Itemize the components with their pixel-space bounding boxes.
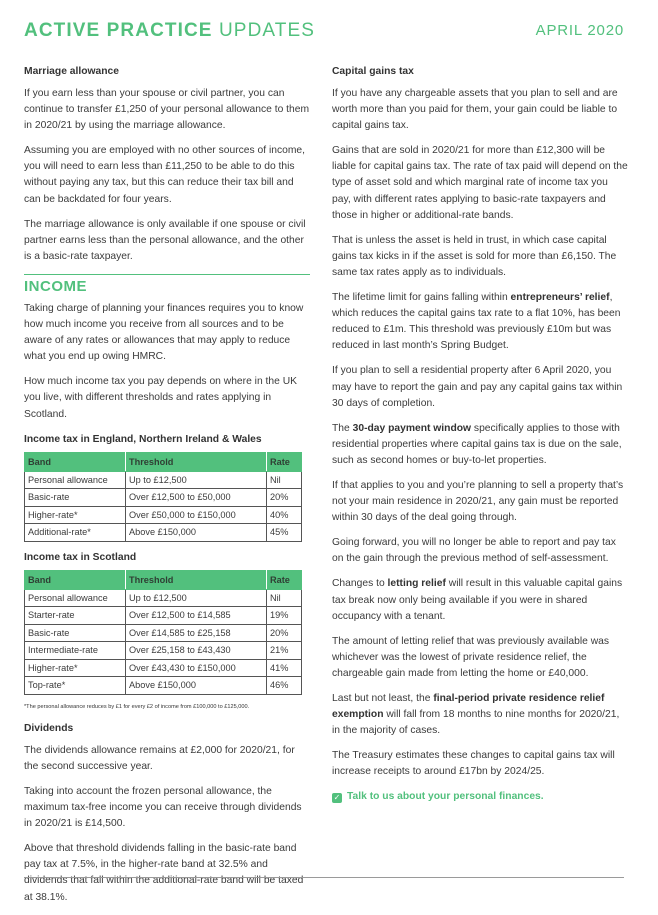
rate-cell: 21% — [267, 642, 302, 660]
cgt-paragraph — [332, 290, 628, 354]
table-row — [25, 607, 302, 625]
cta-label: Talk to us about your personal finances. — [347, 791, 544, 803]
column-header: Band — [25, 452, 126, 471]
marriage-paragraph: The marriage allowance is only available if one spouse or civil partner earns less than the personal allowance, and the other is a basic-rate taxpayer. — [24, 218, 306, 262]
rate-cell: 19% — [267, 607, 302, 625]
table1-heading: Income tax in England, Northern Ireland & Wales — [24, 433, 262, 445]
rate-cell: Nil — [267, 471, 302, 489]
table-header-row — [25, 570, 302, 589]
dividends-heading: Dividends — [24, 722, 74, 734]
band-cell: Additional-rate* — [25, 524, 126, 542]
rate-cell: 20% — [267, 624, 302, 642]
table2-heading: Income tax in Scotland — [24, 551, 137, 563]
column-header: Threshold — [126, 570, 267, 589]
band-cell: Higher-rate* — [25, 659, 126, 677]
left-column — [24, 64, 310, 915]
table-footnote: *The personal allowance reduces by £1 for every £2 of income from £100,000 to £125,000. — [24, 703, 250, 710]
letting-relief-term: letting relief — [387, 578, 446, 590]
column-header: Band — [25, 570, 126, 589]
table-header-row — [25, 452, 302, 471]
rate-cell: 41% — [267, 659, 302, 677]
table-row — [25, 624, 302, 642]
entrepreneurs-relief-term: entrepreneurs’ relief — [510, 292, 610, 304]
table-row — [25, 489, 302, 507]
band-cell: Basic-rate — [25, 624, 126, 642]
table-row — [25, 677, 302, 695]
marriage-heading: Marriage allowance — [24, 66, 119, 77]
text-run: specifically applies to those with residential properties where capital gains tax is due on the sale, such as second homes or buy-to-let properties. — [332, 422, 622, 466]
title-light: UPDATES — [218, 20, 315, 41]
final-period-relief-term: final-period private residence relief exemption — [332, 693, 605, 721]
dividends-paragraph: Taking into account the frozen personal allowance, the maximum tax-free income you can receive through dividends in 2020/21 is £14,500. — [24, 785, 302, 830]
rate-cell: 45% — [267, 524, 302, 542]
cgt-paragraph — [332, 576, 628, 624]
threshold-cell: Over £12,500 to £50,000 — [126, 489, 267, 507]
contact-cta[interactable] — [332, 789, 628, 805]
marriage-paragraph: If you earn less than your spouse or civil partner, you can continue to transfer £1,250 of your personal allowance to them in 2020/21 by using the marriage allowance. — [24, 88, 310, 132]
cgt-paragraph: If that applies to you and you’re planning to sell a property that’s not your main residence in 2020/21, any gain must be reported within 30 days of the deal going through. — [332, 479, 624, 524]
text-run: will fall from 18 months to nine months for 2020/21, in the majority of cases. — [332, 709, 620, 737]
threshold-cell: Above £150,000 — [126, 677, 267, 695]
threshold-cell: Up to £12,500 — [126, 589, 267, 607]
text-run: Last but not least, the — [332, 693, 434, 704]
column-header: Threshold — [126, 452, 267, 471]
threshold-cell: Up to £12,500 — [126, 471, 267, 489]
cgt-paragraph: The amount of letting relief that was previously available was whichever was the lowest of private residence relief, the chargeable gain made from letting the home or £40,000. — [332, 635, 610, 679]
threshold-cell: Over £50,000 to £150,000 — [126, 506, 267, 524]
band-cell: Personal allowance — [25, 471, 126, 489]
cgt-heading: Capital gains tax — [332, 66, 414, 77]
column-header: Rate — [267, 570, 302, 589]
income-section-title: INCOME — [24, 274, 310, 297]
band-cell: Higher-rate* — [25, 506, 126, 524]
threshold-cell: Over £43,430 to £150,000 — [126, 659, 267, 677]
cgt-paragraph: If you plan to sell a residential property after 6 April 2020, you may have to report the gain and pay any capital gains tax within 30 days of completion. — [332, 365, 623, 409]
checkbox-icon: ✓ — [333, 792, 341, 802]
table-row — [25, 589, 302, 607]
marriage-paragraph: Assuming you are employed with no other sources of income, you will need to earn less than £11,250 to be able to do this without paying any tax, but this can reduce their tax bill and can be backdated for four years. — [24, 145, 306, 205]
text-run: will result in this valuable capital gains tax break now only being available if you were in shared occupancy with a tenant. — [332, 578, 623, 622]
text-run: , which reduces the capital gains tax rate to a flat 10%, has been reduced to £1m. This threshold was previously £10m but was reduced in last month’s Spring Budget. — [332, 292, 621, 352]
column-header: Rate — [267, 452, 302, 471]
threshold-cell: Over £14,585 to £25,158 — [126, 624, 267, 642]
cgt-paragraph — [332, 691, 628, 739]
band-cell: Basic-rate — [25, 489, 126, 507]
threshold-cell: Over £25,158 to £43,430 — [126, 642, 267, 660]
dividends-paragraph: Above that threshold dividends falling in the basic-rate band pay tax at 7.5%, in the higher-rate band at 32.5% and dividends that fall within the additional-rate band will be taxed at 38.1%. — [24, 843, 304, 903]
table-row — [25, 471, 302, 489]
cgt-paragraph: If you have any chargeable assets that you plan to sell and are worth more than you paid for them, your gain could be liable to capital gains tax. — [332, 88, 618, 132]
newsletter-title — [24, 20, 315, 42]
table-row — [25, 506, 302, 524]
rate-cell: 40% — [267, 506, 302, 524]
table-row — [25, 524, 302, 542]
cgt-paragraph: Going forward, you will no longer be able to report and pay tax on the gain through the previous method of self-assessment. — [332, 537, 616, 565]
payment-window-term: 30-day payment window — [352, 422, 472, 434]
threshold-cell: Above £150,000 — [126, 524, 267, 542]
table-row — [25, 659, 302, 677]
issue-date: APRIL 2020 — [535, 22, 624, 39]
band-cell: Starter-rate — [25, 607, 126, 625]
text-run: The lifetime limit for gains falling within — [332, 292, 511, 304]
table-row — [25, 642, 302, 660]
right-column — [332, 64, 628, 806]
text-run: Changes to — [332, 578, 388, 590]
income-paragraph: Taking charge of planning your finances requires you to know how much income you receive from all sources and to be aware of any rates or allowances that may apply to reduce what you end up owing HMRC. — [24, 302, 304, 363]
cgt-paragraph: That is unless the asset is held in trust, in which case capital gains tax kicks in if the asset is sold for more than £6,150. The same tax rates apply as to individuals. — [332, 234, 617, 278]
cgt-paragraph — [332, 421, 628, 469]
band-cell: Intermediate-rate — [25, 642, 126, 660]
rate-cell: 46% — [267, 677, 302, 695]
title-bold: ACTIVE PRACTICE — [24, 20, 213, 41]
rate-cell: 20% — [267, 489, 302, 507]
text-run: The — [332, 422, 353, 434]
income-paragraph: How much income tax you pay depends on where in the UK you live, with different thresholds and rates applying in Scotland. — [24, 376, 298, 420]
band-cell: Personal allowance — [25, 589, 126, 607]
page-header — [24, 20, 624, 42]
band-cell: Top-rate* — [25, 677, 126, 695]
income-tax-table-scotland — [24, 570, 302, 695]
cgt-paragraph: The Treasury estimates these changes to capital gains tax will increase receipts to around £17bn by 2024/25. — [332, 750, 615, 778]
bottom-divider — [24, 877, 624, 878]
income-tax-table-uk — [24, 452, 302, 542]
rate-cell: Nil — [267, 589, 302, 607]
cgt-paragraph: Gains that are sold in 2020/21 for more than £12,300 will be liable for capital gains tax. The rate of tax paid will depend on the type of asset sold and which marginal rate of income tax you pay, with different rates applying to basic-rate taxpayers and those in higher or additional-rate bands. — [332, 145, 628, 221]
threshold-cell: Over £12,500 to £14,585 — [126, 607, 267, 625]
dividends-paragraph: The dividends allowance remains at £2,000 for 2020/21, for the second successive year. — [24, 744, 295, 772]
